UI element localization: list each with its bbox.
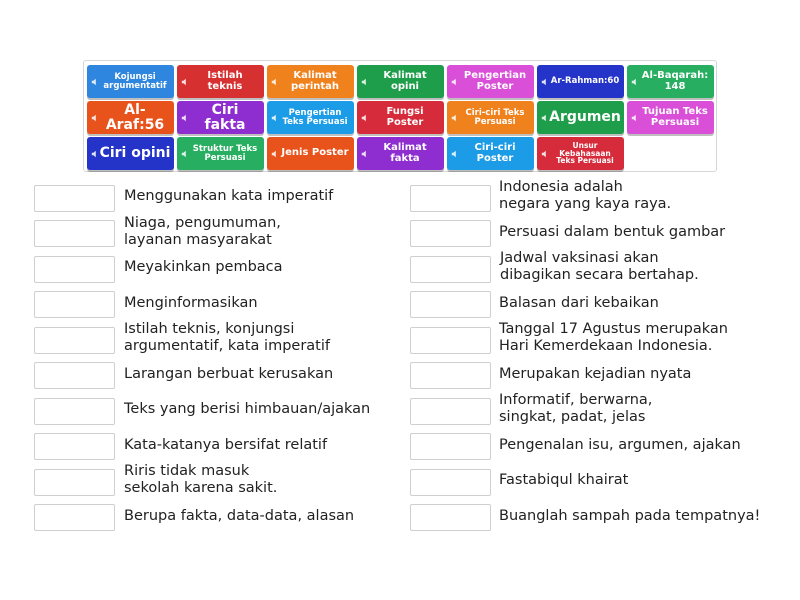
drop-zone-left-4[interactable]: [34, 291, 115, 318]
speaker-icon[interactable]: [541, 78, 549, 86]
tile-jenis-poster[interactable]: [267, 137, 354, 170]
speaker-icon[interactable]: [91, 78, 99, 86]
tile-kalimat-perintah[interactable]: [267, 65, 354, 98]
prompt-left-7: Teks yang berisi himbauan/ajakan: [124, 401, 371, 417]
speaker-icon[interactable]: [451, 150, 459, 158]
drop-zone-right-10[interactable]: [410, 504, 491, 531]
speaker-icon[interactable]: [271, 114, 279, 122]
tile-struktur-teks-persuasi[interactable]: [177, 137, 264, 170]
speaker-icon[interactable]: [181, 150, 189, 158]
tile-label: Al-Araf:56: [105, 101, 165, 133]
prompt-left-3: Meyakinkan pembaca: [124, 259, 283, 275]
tile-label: Tujuan Teks Persuasi: [642, 106, 708, 128]
tile-label: Ciri-ciri Teks Persuasi: [465, 107, 525, 127]
drop-zone-right-5[interactable]: [410, 327, 491, 354]
prompt-left-2: Niaga, pengumuman, layanan masyarakat: [124, 215, 281, 248]
drop-zone-right-8[interactable]: [410, 433, 491, 460]
tile-kalimat-opini[interactable]: [357, 65, 444, 98]
prompt-right-8: Pengenalan isu, argumen, ajakan: [499, 437, 741, 453]
drop-zone-left-5[interactable]: [34, 327, 115, 354]
drop-zone-left-1[interactable]: [34, 185, 115, 212]
tile-istilah-teknis[interactable]: [177, 65, 264, 98]
tile-al-baqarah[interactable]: [627, 65, 714, 98]
prompt-right-4: Balasan dari kebaikan: [499, 295, 659, 311]
drop-zone-left-7[interactable]: [34, 398, 115, 425]
speaker-icon[interactable]: [91, 114, 99, 122]
drop-zone-right-7[interactable]: [410, 398, 491, 425]
drop-zone-left-2[interactable]: [34, 220, 115, 247]
prompt-left-4: Menginformasikan: [124, 295, 258, 311]
prompt-right-6: Merupakan kejadian nyata: [499, 366, 692, 382]
speaker-icon[interactable]: [361, 150, 369, 158]
tile-ar-rahman[interactable]: [537, 65, 624, 98]
tile-label: Struktur Teks Persuasi: [192, 143, 258, 163]
drop-zone-right-1[interactable]: [410, 185, 491, 212]
drop-zone-right-6[interactable]: [410, 362, 491, 389]
drop-zone-left-3[interactable]: [34, 256, 115, 283]
tile-pengertian-teks-persuasi[interactable]: [267, 101, 354, 134]
tile-label: Istilah teknis: [207, 70, 243, 92]
speaker-icon[interactable]: [451, 114, 459, 122]
speaker-icon[interactable]: [631, 78, 639, 86]
tile-label: Ciri-ciri Poster: [474, 142, 516, 164]
tile-label: Fungsi Poster: [386, 106, 424, 128]
tile-label: Al-Baqarah: 148: [641, 70, 709, 92]
tile-ciri-ciri-poster[interactable]: [447, 137, 534, 170]
drop-zone-right-2[interactable]: [410, 220, 491, 247]
tile-ciri-ciri-teks-persuasi[interactable]: [447, 101, 534, 134]
tile-label: Kojungsi argumentatif: [103, 71, 167, 91]
drop-zone-left-10[interactable]: [34, 504, 115, 531]
prompt-left-5: Istilah teknis, konjungsi argumentatif, kata imperatif: [124, 321, 330, 354]
prompt-right-7: Informatif, berwarna, singkat, padat, jelas: [499, 392, 653, 425]
tile-label: Argumen: [549, 109, 621, 126]
tile-unsur-kebahasaan-teks-persuasi[interactable]: [537, 137, 624, 170]
tile-label: Unsur Kebahasaan Teks Persuasi: [556, 140, 614, 166]
speaker-icon[interactable]: [541, 114, 549, 122]
speaker-icon[interactable]: [271, 78, 279, 86]
tile-label: Pengertian Poster: [463, 70, 527, 92]
speaker-icon[interactable]: [631, 114, 639, 122]
prompt-right-3: Jadwal vaksinasi akan dibagikan secara bertahap.: [500, 250, 699, 283]
tile-argumen[interactable]: [537, 101, 624, 134]
prompt-left-1: Menggunakan kata imperatif: [124, 188, 334, 204]
tile-ciri-opini[interactable]: [87, 137, 174, 170]
prompt-left-9: Riris tidak masuk sekolah karena sakit.: [124, 463, 278, 496]
speaker-icon[interactable]: [541, 150, 549, 158]
speaker-icon[interactable]: [271, 150, 279, 158]
tile-pengertian-poster[interactable]: [447, 65, 534, 98]
tile-label: Kalimat perintah: [290, 70, 340, 92]
tile-kalimat-fakta[interactable]: [357, 137, 444, 170]
answer-tiles-panel: [83, 60, 717, 172]
prompt-right-5: Tanggal 17 Agustus merupakan Hari Kemerdekaan Indonesia.: [499, 321, 728, 354]
tile-kojungsi-argumentatif[interactable]: [87, 65, 174, 98]
tile-label: Kalimat fakta: [383, 142, 427, 164]
tile-tujuan-teks-persuasi[interactable]: [627, 101, 714, 134]
tile-label: Jenis Poster: [281, 147, 349, 159]
prompt-left-8: Kata-katanya bersifat relatif: [124, 437, 328, 453]
speaker-icon[interactable]: [181, 78, 189, 86]
prompt-right-10: Buanglah sampah pada tempatnya!: [499, 508, 761, 524]
tile-al-araf[interactable]: [87, 101, 174, 134]
tile-label: Pengertian Teks Persuasi: [282, 107, 348, 127]
drop-zone-left-9[interactable]: [34, 469, 115, 496]
drop-zone-right-9[interactable]: [410, 469, 491, 496]
speaker-icon[interactable]: [451, 78, 459, 86]
speaker-icon[interactable]: [181, 114, 189, 122]
drop-zone-left-8[interactable]: [34, 433, 115, 460]
tile-label: Ar-Rahman:60: [550, 76, 620, 87]
drop-zone-right-3[interactable]: [410, 256, 491, 283]
prompt-right-9: Fastabiqul khairat: [499, 472, 629, 488]
prompt-left-6: Larangan berbuat kerusakan: [124, 366, 334, 382]
tile-label: Kalimat opini: [383, 70, 427, 92]
drop-zone-right-4[interactable]: [410, 291, 491, 318]
tile-label: Ciri fakta: [204, 101, 246, 133]
prompt-left-10: Berupa fakta, data-data, alasan: [124, 508, 355, 524]
tile-ciri-fakta[interactable]: [177, 101, 264, 134]
speaker-icon[interactable]: [91, 150, 99, 158]
prompt-right-1: Indonesia adalah negara yang kaya raya.: [499, 179, 672, 212]
speaker-icon[interactable]: [361, 78, 369, 86]
tile-label: Ciri opini: [99, 145, 171, 162]
tile-fungsi-poster[interactable]: [357, 101, 444, 134]
prompt-right-2: Persuasi dalam bentuk gambar: [499, 224, 726, 240]
speaker-icon[interactable]: [361, 114, 369, 122]
drop-zone-left-6[interactable]: [34, 362, 115, 389]
